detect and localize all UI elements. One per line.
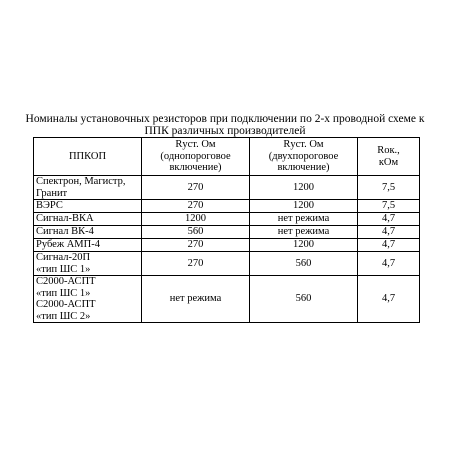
device-name-line: Спектрон, Магистр,	[36, 176, 126, 187]
header-rok-line: кОм	[378, 156, 399, 168]
rok-cell: 7,5	[358, 176, 420, 200]
header-ppkop-line: ППКОП	[68, 150, 107, 162]
device-name-line: Сигнал ВК-4	[36, 226, 94, 238]
title-line-2: ППК различных производителей	[144, 125, 306, 137]
r-single-cell: 270	[142, 200, 250, 213]
r-double-cell: 560	[250, 252, 358, 276]
header-r-double	[250, 138, 358, 176]
device-name-line: «тип ШС 2»	[36, 310, 91, 322]
device-name-cell	[34, 226, 142, 239]
header-rok-line: Rок.,	[377, 145, 400, 156]
device-name-line: С2000-АСПТ	[36, 299, 96, 310]
header-rok	[358, 138, 420, 176]
table-header	[34, 138, 420, 176]
r-double-cell: 1200	[250, 239, 358, 252]
r-single-cell: 560	[142, 226, 250, 239]
r-double-cell: 1200	[250, 200, 358, 213]
r-single-cell: нет режима	[142, 276, 250, 323]
header-r-single-line: Rуст. Ом	[175, 139, 216, 151]
device-name-line: «тип ШС 1»	[36, 263, 91, 275]
rok-cell: 4,7	[358, 239, 420, 252]
device-name-line: Гранит	[36, 187, 68, 199]
rok-cell: 4,7	[358, 226, 420, 239]
r-single-cell: 270	[142, 176, 250, 200]
device-name-line: «тип ШС 1»	[36, 287, 91, 299]
table-row	[34, 226, 420, 239]
header-r-double-line: включение)	[277, 162, 330, 174]
table-row	[34, 239, 420, 252]
device-name-line: Рубеж АМП-4	[36, 239, 100, 251]
header-r-double-line: Rуст. Ом	[283, 139, 324, 151]
rok-cell: 4,7	[358, 276, 420, 323]
device-name-line: Сигнал-20П	[36, 252, 91, 263]
device-name-line: ВЭРС	[36, 200, 63, 212]
device-name-cell	[34, 239, 142, 252]
header-r-single	[142, 138, 250, 176]
r-single-cell: 1200	[142, 213, 250, 226]
header-ppkop	[34, 138, 142, 176]
rok-cell: 7,5	[358, 200, 420, 213]
header-r-single-line: (однопороговое	[160, 150, 231, 162]
device-name-cell	[34, 200, 142, 213]
device-name-cell	[34, 276, 142, 323]
header-r-double-line: (двухпороговое	[268, 150, 339, 162]
document-title	[0, 113, 450, 137]
device-name-line: С2000-АСПТ	[36, 276, 96, 287]
header-row	[34, 138, 420, 176]
table-row	[34, 176, 420, 200]
r-single-cell: 270	[142, 252, 250, 276]
rok-cell: 4,7	[358, 213, 420, 226]
table-body	[34, 176, 420, 323]
device-name-line: Сигнал-ВКА	[36, 213, 94, 225]
r-double-cell: 560	[250, 276, 358, 323]
title-line-1: Номиналы установочных резисторов при подключении по 2-х проводной схеме к	[25, 113, 425, 125]
r-single-cell: 270	[142, 239, 250, 252]
table-row	[34, 200, 420, 213]
table-row	[34, 276, 420, 323]
device-name-cell	[34, 176, 142, 200]
rok-cell: 4,7	[358, 252, 420, 276]
header-r-single-line: включение)	[169, 162, 222, 174]
r-double-cell: нет режима	[250, 213, 358, 226]
r-double-cell: 1200	[250, 176, 358, 200]
device-name-cell	[34, 213, 142, 226]
r-double-cell: нет режима	[250, 226, 358, 239]
table-row	[34, 213, 420, 226]
device-name-cell	[34, 252, 142, 276]
resistor-table	[33, 137, 420, 323]
table-row	[34, 252, 420, 276]
